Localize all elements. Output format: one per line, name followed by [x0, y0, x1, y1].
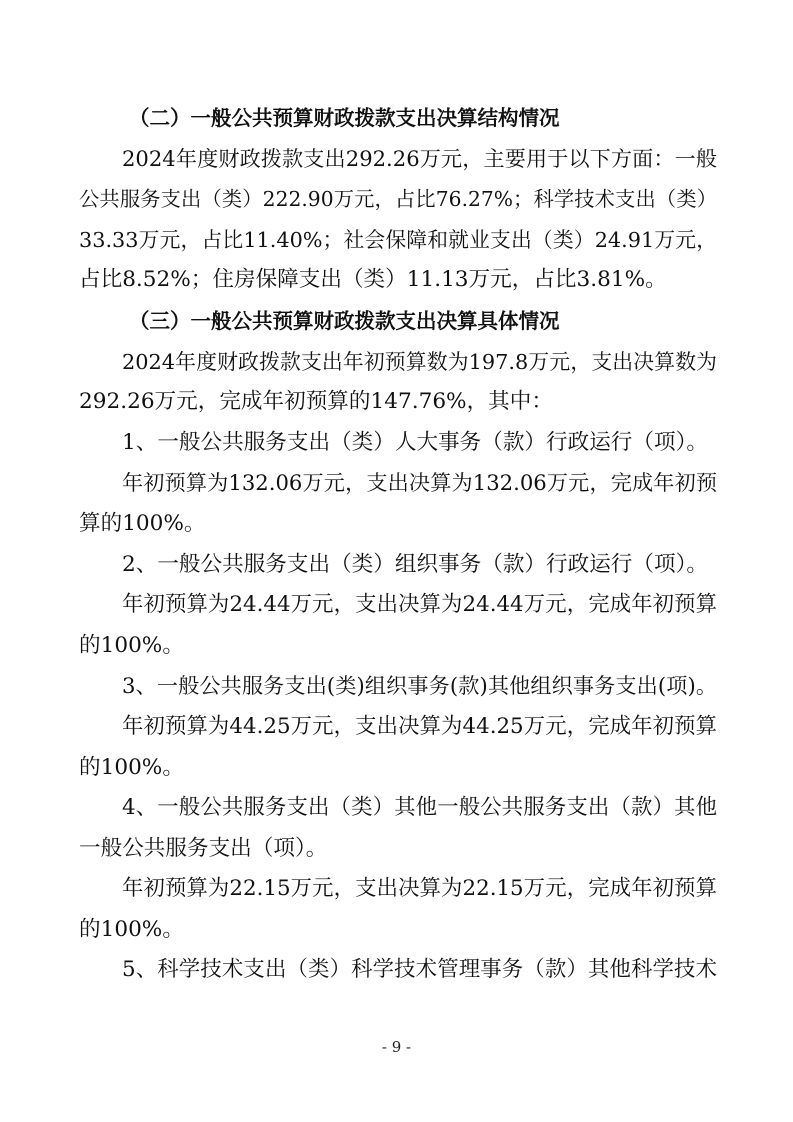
item-title: 2、一般公共服务支出（类）组织事务（款）行政运行（项）。 [122, 551, 708, 577]
item-body-line: 年初预算为24.44万元，支出决算为24.44万元，完成年初预算 [122, 592, 717, 618]
section-heading-structure: （二）一般公共预算财政拨款支出决算结构情况 [129, 106, 560, 130]
paragraph-detail [79, 342, 717, 423]
page-number: - 9 - [381, 1038, 412, 1056]
paragraph-structure [79, 139, 717, 301]
paragraph-line: 2024年度财政拨款支出年初预算数为197.8万元，支出决算数为 [122, 349, 717, 374]
item-body-line: 的100%。 [79, 632, 184, 658]
item-title: 1、一般公共服务支出（类）人大事务（款）行政运行（项）。 [122, 429, 708, 455]
item-body-line: 年初预算为22.15万元，支出决算为22.15万元，完成年初预算 [122, 876, 717, 902]
paragraph-line: 2024年度财政拨款支出292.26万元，主要用于以下方面：一般 [122, 145, 717, 171]
item-body-line: 年初预算为44.25万元，支出决算为44.25万元，完成年初预算 [122, 713, 717, 739]
item-body-line: 的100%。 [79, 754, 184, 780]
document-page [79, 98, 717, 991]
paragraph-line: 公共服务支出（类）222.90万元，占比76.27%；科学技术支出（类） [79, 187, 717, 212]
paragraph-line: 292.26万元，完成年初预算的147.76%，其中： [79, 389, 553, 415]
paragraph-line: 33.33万元，占比11.40%；社会保障和就业支出（类）24.91万元， [79, 227, 717, 252]
item-2 [79, 545, 717, 667]
item-5 [79, 950, 717, 991]
item-title: 3、一般公共服务支出(类)组织事务(款)其他组织事务支出(项)。 [122, 673, 717, 699]
item-body-line: 算的100%。 [79, 510, 206, 536]
item-1 [79, 423, 717, 545]
item-body-line: 的100%。 [79, 916, 184, 942]
item-3 [79, 666, 717, 788]
paragraph-line: 占比8.52%；住房保障支出（类）11.13万元，占比3.81%。 [79, 267, 667, 293]
item-4 [79, 788, 717, 950]
item-title: 一般公共服务支出（项）。 [79, 835, 328, 861]
item-body-line: 年初预算为132.06万元，支出决算为132.06万元，完成年初预 [122, 470, 717, 496]
item-title: 4、一般公共服务支出（类）其他一般公共服务支出（款）其他 [122, 795, 717, 821]
item-title: 5、科学技术支出（类）科学技术管理事务（款）其他科学技术 [122, 957, 717, 983]
section-heading-detail: （三）一般公共预算财政拨款支出决算具体情况 [129, 308, 560, 333]
